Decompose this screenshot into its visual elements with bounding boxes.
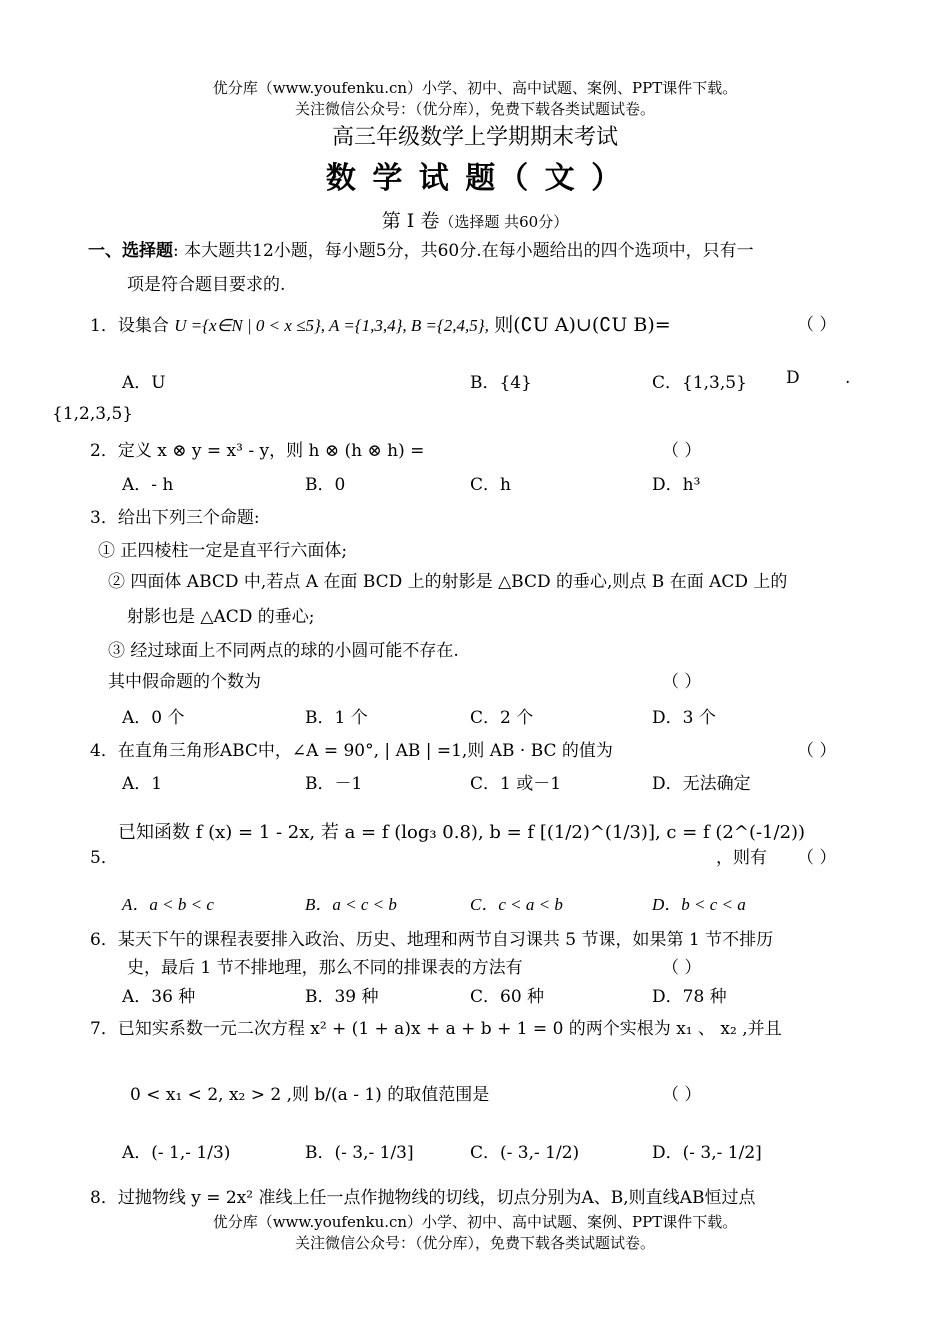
q3-option-a[interactable]: A．0 个 [122, 708, 185, 728]
q3-option-d[interactable]: D．3 个 [652, 708, 716, 728]
q3-proposition-1: ① 正四棱柱一定是直平行六面体; [98, 541, 348, 561]
q6-option-d[interactable]: D．78 种 [652, 987, 727, 1007]
q2-option-d[interactable]: D．h³ [652, 475, 701, 495]
q2-stem [90, 436, 424, 461]
q4-stem [90, 736, 613, 761]
q7-stem-2: 0 < x₁ < 2, x₂ > 2 ,则 b/(a - 1) 的取值范围是 [130, 1085, 490, 1105]
q1-text: 设集合 [117, 316, 169, 336]
q3-proposition-2b: 射影也是 △ACD 的垂心; [127, 607, 315, 627]
q1-option-c[interactable]: C．{1,3,5} [652, 373, 747, 393]
q1-math: U ={x∈N | 0 < x ≤5}, A ={1,3,4}, B ={2,4,5}, [174, 316, 489, 335]
q7-number: 7． [90, 1019, 118, 1039]
q4-option-c[interactable]: C．1 或－1 [470, 774, 562, 794]
q1-option-d-value: {1,2,3,5} [52, 404, 134, 424]
q7-option-b[interactable]: B．(- 3,- 1/3] [305, 1143, 414, 1163]
q3-proposition-3: ③ 经过球面上不同两点的球的小圆可能不存在. [108, 641, 459, 661]
q1-option-a[interactable]: A．U [122, 373, 166, 393]
q4-option-b[interactable]: B．－1 [305, 774, 363, 794]
section-note: （选择题 共60分） [439, 213, 569, 231]
q7-option-d[interactable]: D．(- 3,- 1/2] [652, 1143, 762, 1163]
q5-option-c[interactable]: C．c < a < b [470, 895, 563, 914]
section-label: 第 Ⅰ 卷 [381, 210, 440, 232]
q4-number: 4． [90, 741, 118, 761]
q2-text: 定义 x ⊗ y = x³ - y，则 h ⊗ (h ⊗ h) = [117, 441, 425, 461]
q8-number: 8． [90, 1188, 118, 1208]
footer-line-2: 关注微信公众号：（优分库），免费下载各类试题试卷。 [294, 1234, 655, 1252]
instructions-label: 一、选择题 [88, 241, 173, 261]
q3-answer-blank[interactable]: （ ） [662, 672, 702, 692]
q3-option-c[interactable]: C．2 个 [470, 708, 534, 728]
q5-option-b[interactable]: B．a < c < b [305, 895, 397, 914]
q5-answer-blank[interactable]: （ ） [797, 848, 837, 868]
q5-tail: ，则有 [716, 848, 767, 868]
q3-question: 其中假命题的个数为 [108, 672, 261, 692]
exam-title: 数 学 试 题（ 文 ） [325, 161, 625, 196]
section-heading [0, 206, 950, 233]
q6-number: 6． [90, 930, 118, 950]
q7-answer-blank[interactable]: （ ） [662, 1085, 702, 1105]
q2-number: 2． [90, 441, 118, 461]
q3-option-b[interactable]: B．1 个 [305, 708, 368, 728]
q7-stem-1 [90, 1014, 782, 1039]
q1-tail: 则(∁U A)∪(∁U B)= [494, 314, 671, 336]
q5-option-a[interactable]: A．a < b < c [122, 895, 214, 914]
q5-number: 5． [90, 848, 118, 868]
header-line-1: 优分库（www.youfenku.cn）小学、初中、高中试题、案例、PPT课件下载。 [212, 79, 738, 97]
q6-stem-1 [90, 925, 773, 950]
footer-line-1: 优分库（www.youfenku.cn）小学、初中、高中试题、案例、PPT课件下载。 [212, 1213, 738, 1231]
q7-option-c[interactable]: C．(- 3,- 1/2) [470, 1143, 580, 1163]
instructions-line-1 [88, 236, 754, 261]
q7-option-a[interactable]: A．(- 1,- 1/3) [122, 1143, 231, 1163]
q1-stem [90, 310, 671, 337]
q5-option-d[interactable]: D．b < c < a [652, 895, 746, 914]
q6-option-b[interactable]: B．39 种 [305, 987, 379, 1007]
q4-option-d[interactable]: D．无法确定 [652, 774, 751, 794]
q3-proposition-2a: ② 四面体 ABCD 中,若点 A 在面 BCD 上的射影是 △BCD 的垂心,则点 B 在面 ACD 上的 [108, 572, 788, 592]
q5-stem: 已知函数 f (x) = 1 - 2x, 若 a = f (log₃ 0.8), b = f [(1/2)^(1/3)], c = f (2^(-1/2)) [118, 822, 806, 843]
header-line-2: 关注微信公众号：（优分库），免费下载各类试题试卷。 [294, 100, 655, 118]
q4-answer-blank[interactable]: （ ） [797, 741, 837, 761]
q7-text-1: 已知实系数一元二次方程 x² + (1 + a)x + a + b + 1 = 0 的两个实根为 x₁ 、 x₂ ,并且 [117, 1019, 782, 1039]
q1-number: 1． [90, 316, 118, 336]
q6-option-c[interactable]: C．60 种 [470, 987, 545, 1007]
q1-option-b[interactable]: B．{4} [470, 373, 532, 393]
instructions-text-1: : 本大题共12小题，每小题5分，共60分.在每小题给出的四个选项中，只有一 [173, 241, 754, 261]
q3-stem [90, 503, 260, 528]
q8-stem [90, 1183, 755, 1208]
q3-text: 给出下列三个命题: [117, 508, 260, 528]
q2-option-a[interactable]: A．- h [122, 475, 174, 495]
q6-answer-blank[interactable]: （ ） [662, 958, 702, 978]
q3-number: 3． [90, 508, 118, 528]
q1-option-d[interactable]: D [786, 368, 800, 388]
q6-stem-2: 史，最后 1 节不排地理，那么不同的排课表的方法有 [127, 958, 523, 978]
q1-answer-blank[interactable]: （ ） [797, 315, 837, 335]
q6-option-a[interactable]: A．36 种 [122, 987, 196, 1007]
exam-subtitle: 高三年级数学上学期期末考试 [331, 125, 618, 150]
q4-text: 在直角三角形ABC中，∠A = 90°, | AB | =1,则 AB · BC 的值为 [117, 741, 613, 761]
q6-text-1: 某天下午的课程表要排入政治、历史、地理和两节自习课共 5 节课，如果第 1 节不排历 [117, 930, 774, 950]
q8-text: 过抛物线 y = 2x² 准线上任一点作抛物线的切线，切点分别为A、B,则直线AB恒过点 [117, 1188, 756, 1208]
q4-option-a[interactable]: A．1 [122, 774, 163, 794]
q2-option-c[interactable]: C．h [470, 475, 511, 495]
q1-option-d-dot: . [845, 368, 851, 388]
instructions-text-2: 项是符合题目要求的. [127, 275, 286, 295]
q2-option-b[interactable]: B．0 [305, 475, 346, 495]
q2-answer-blank[interactable]: （ ） [662, 441, 702, 461]
